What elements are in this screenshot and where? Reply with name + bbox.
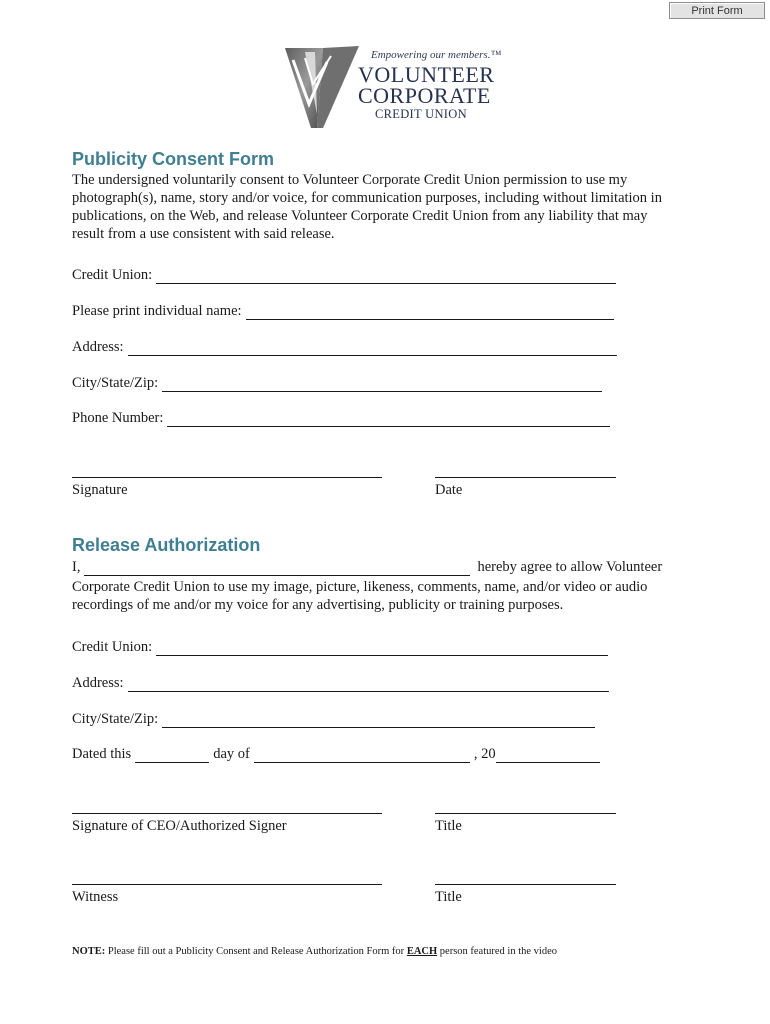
- release-city-state-zip-input[interactable]: [162, 715, 595, 728]
- logo-line-volunteer: VOLUNTEER: [358, 62, 495, 87]
- release-dated-month-input[interactable]: [254, 750, 470, 763]
- ceo-title-line[interactable]: [435, 813, 616, 814]
- consent-address-field: [72, 339, 617, 356]
- consent-individual-name-field: [72, 303, 614, 320]
- release-dated-day-input[interactable]: [135, 750, 209, 763]
- footer-note: [72, 946, 557, 957]
- consent-city-state-zip-label: City/State/Zip:: [72, 375, 159, 391]
- consent-signature-label: Signature: [72, 482, 128, 498]
- release-credit-union-field: [72, 639, 608, 656]
- witness-title-line[interactable]: [435, 884, 616, 885]
- consent-date-line[interactable]: [435, 477, 616, 478]
- release-dated-day-label: day of: [213, 746, 250, 762]
- release-name-line: [72, 559, 662, 576]
- ceo-signature-label: Signature of CEO/Authorized Signer: [72, 818, 287, 834]
- consent-paragraph-line: result from a use consistent with said release.: [72, 226, 335, 242]
- volunteer-corporate-logo: [283, 44, 502, 130]
- release-paragraph-line: Corporate Credit Union to use my image, picture, likeness, comments, name, and/or video or audio: [72, 579, 648, 595]
- consent-address-input[interactable]: [128, 343, 617, 356]
- v-swoosh-icon: [283, 44, 363, 130]
- consent-credit-union-label: Credit Union:: [72, 267, 153, 283]
- note-label: NOTE:: [72, 946, 106, 957]
- release-dated-year-label: , 20: [473, 746, 496, 762]
- release-credit-union-label: Credit Union:: [72, 639, 153, 655]
- ceo-signature-line[interactable]: [72, 813, 382, 814]
- witness-title-label: Title: [435, 889, 462, 905]
- release-paragraph-line: recordings of me and/or my voice for any advertising, publicity or training purposes.: [72, 597, 564, 613]
- consent-credit-union-input[interactable]: [156, 271, 616, 284]
- release-address-label: Address:: [72, 675, 124, 691]
- logo-line-credit-union: CREDIT UNION: [375, 107, 467, 121]
- consent-city-state-zip-field: [72, 375, 602, 392]
- release-dated-year-input[interactable]: [496, 750, 600, 763]
- release-prefix: I,: [72, 559, 81, 575]
- release-city-state-zip-field: [72, 711, 595, 728]
- consent-paragraph-line: publications, on the Web, and release Volunteer Corporate Credit Union from any liability that may: [72, 208, 648, 224]
- witness-signature-line[interactable]: [72, 884, 382, 885]
- release-suffix: hereby agree to allow Volunteer: [477, 559, 663, 575]
- release-dated-prefix: Dated this: [72, 746, 132, 762]
- consent-signature-line[interactable]: [72, 477, 382, 478]
- release-authorization-title: Release Authorization: [72, 535, 261, 555]
- release-city-state-zip-label: City/State/Zip:: [72, 711, 159, 727]
- logo-tagline: Empowering our members.™: [371, 49, 502, 61]
- release-name-input[interactable]: [84, 563, 470, 576]
- print-form-button[interactable]: Print Form: [669, 2, 765, 19]
- consent-paragraph-line: The undersigned voluntarily consent to Volunteer Corporate Credit Union permission to use my: [72, 172, 628, 188]
- logo-line-corporate: CORPORATE: [358, 83, 491, 108]
- consent-paragraph: [72, 171, 697, 243]
- consent-individual-name-input[interactable]: [246, 307, 614, 320]
- release-credit-union-input[interactable]: [156, 643, 608, 656]
- consent-date-label: Date: [435, 482, 463, 498]
- consent-paragraph-line: photograph(s), name, story and/or voice, for communication purposes, including without limitation in: [72, 190, 662, 206]
- note-emphasis: EACH: [406, 946, 438, 957]
- note-text-before: Please fill out a Publicity Consent and Release Authorization Form for: [107, 946, 405, 957]
- consent-form-title: Publicity Consent Form: [72, 149, 275, 169]
- note-text-after: person featured in the video: [439, 946, 557, 957]
- consent-phone-field: [72, 410, 610, 427]
- release-address-field: [72, 675, 609, 692]
- consent-phone-label: Phone Number:: [72, 410, 164, 426]
- witness-label: Witness: [72, 889, 119, 905]
- consent-credit-union-field: [72, 267, 616, 284]
- consent-address-label: Address:: [72, 339, 124, 355]
- consent-phone-input[interactable]: [167, 414, 610, 427]
- release-address-input[interactable]: [128, 679, 609, 692]
- release-dated-field: [72, 746, 600, 763]
- release-paragraph: [72, 578, 697, 614]
- ceo-title-label: Title: [435, 818, 462, 834]
- consent-city-state-zip-input[interactable]: [162, 379, 602, 392]
- consent-individual-name-label: Please print individual name:: [72, 303, 242, 319]
